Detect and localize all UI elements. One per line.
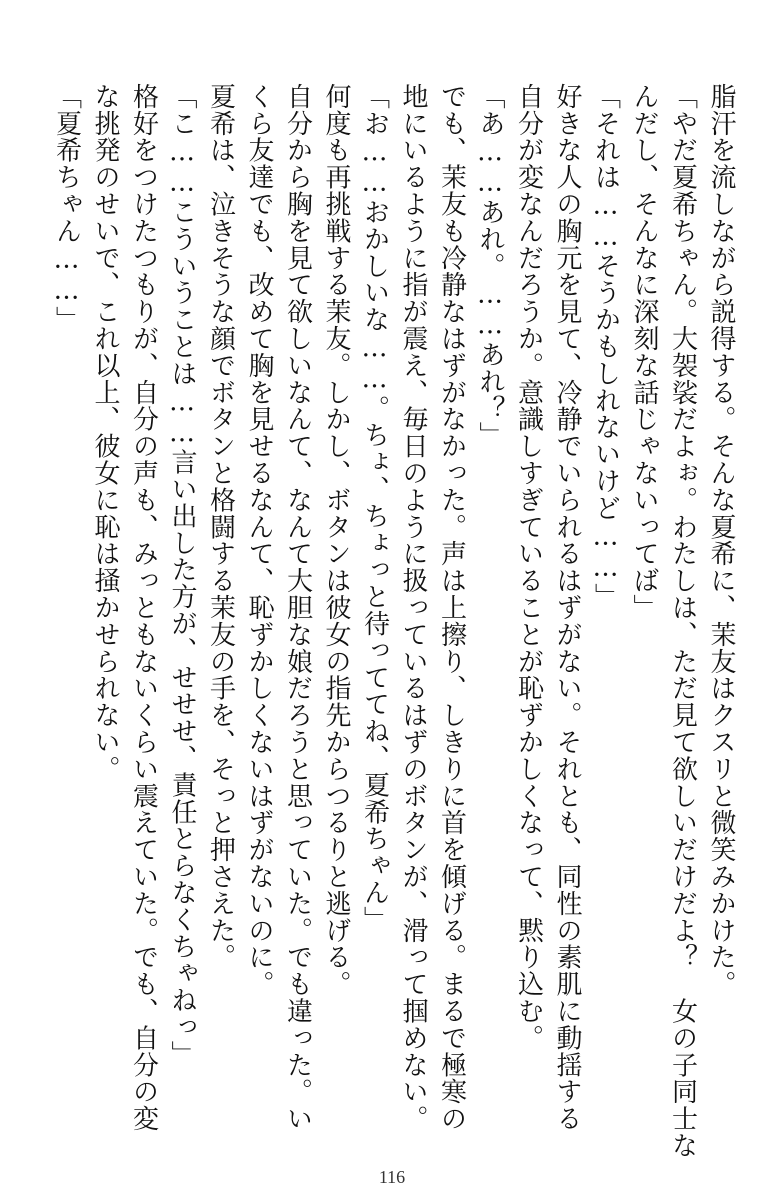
text-line: 夏希は、泣きそうな顔でボタンと格闘する茉友の手を、そっと押さえた。 bbox=[205, 83, 236, 971]
text-line: んだし、そんなに深刻な話じゃないってば」 bbox=[629, 83, 659, 621]
text-line: 好きな人の胸元を見て、冷静でいられるはずがない。それとも、同性の素肌に動揺する bbox=[552, 83, 582, 1133]
text-line: くら友達でも、改めて胸を見せるなんて、恥ずかしくないはずがないのに。 bbox=[244, 83, 274, 998]
text-line: 「やだ夏希ちゃん。大袈裟だよぉ。わたしは、ただ見て欲しいだけだよ？ 女の子同士な bbox=[667, 83, 698, 1159]
text-line: 地にいるように指が震え、毎日のように扱っているはずのボタンが、滑って掴めない。 bbox=[398, 83, 428, 1133]
text-line: 何度も再挑戦する茉友。しかし、ボタンは彼女の指先からつるりと逃げる。 bbox=[321, 83, 351, 998]
text-line: 「こ……こういうことは……言い出した方が、せせせ、責任とらなくちゃねっ」 bbox=[167, 83, 197, 1068]
page-number: 116 bbox=[378, 1167, 406, 1187]
text-line: 格好をつけたつもりが、自分の声も、みっともないくらい震えていた。でも、自分の変 bbox=[128, 83, 159, 1133]
vertical-text-block bbox=[51, 83, 740, 1159]
text-line: 「夏希ちゃん……」 bbox=[51, 83, 82, 334]
text-line: な挑発のせいで、これ以上、彼女に恥は掻かせられない。 bbox=[90, 83, 120, 783]
text-line: 自分が変なんだろうか。意識しすぎていることが恥ずかしくなって、黙り込む。 bbox=[513, 83, 544, 1052]
text-line: でも、茉友も冷静なはずがなかった。声は上擦り、しきりに首を傾げる。まるで極寒の bbox=[436, 83, 467, 1133]
text-line: 「お……おかしいな……。ちょ、ちょっと待っててね、夏希ちゃん」 bbox=[359, 83, 390, 933]
text-line: 脂汗を流しながら説得する。そんな夏希に、茉友はクスリと微笑みかけた。 bbox=[706, 83, 736, 998]
text-line: 「あ……あれ。……あれ？」 bbox=[475, 83, 505, 449]
text-line: 自分から胸を見て欲しいなんて、なんて大胆な娘だろうと思っていた。でも違った。い bbox=[282, 83, 313, 1133]
text-line: 「それは……そうかもしれないけど……」 bbox=[590, 83, 621, 611]
